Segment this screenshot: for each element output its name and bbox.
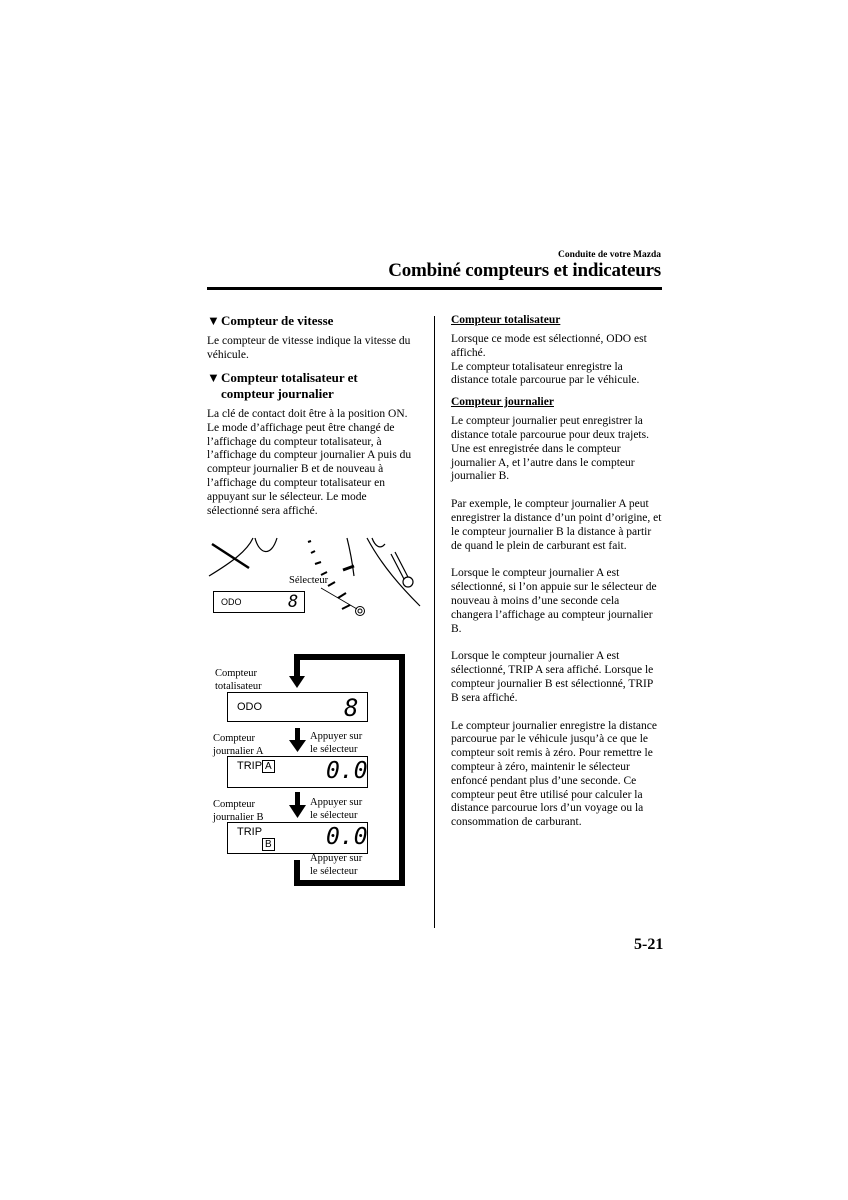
odometer-subheading: Compteur totalisateur <box>451 314 561 326</box>
right-column <box>451 313 663 830</box>
arrow-down-icon <box>289 676 305 688</box>
trip-a-letter: A <box>262 760 275 773</box>
trip-a-display <box>227 756 368 788</box>
press-selector-1 <box>310 731 362 756</box>
odo-caption-line2: totalisateur <box>215 680 262 692</box>
arrow-down-icon <box>289 740 306 752</box>
trip-b-caption <box>213 799 263 824</box>
trip-b-value: 0.0 <box>326 824 368 850</box>
trip-a-caption-line2: journalier A <box>213 745 264 757</box>
odo-caption-line1: Compteur <box>215 668 257 679</box>
odo-display <box>227 692 368 722</box>
trip-a-caption <box>213 733 263 758</box>
press-selector-3 <box>310 853 362 878</box>
arrow-down-icon <box>289 805 306 818</box>
trip-paragraph-1: Le compteur journalier peut enregistrer la distance totale parcourue pour deux trajets. Une est enregistrée dans le compteur journalier A, et l’autre dans le compteur journalier B. <box>451 415 649 483</box>
trip-paragraph-5: Le compteur journalier enregistre la distance parcourue par le véhicule jusqu’à ce que le compteur soit remis à zéro. Pour remettre le compteur à zéro, maintenir le sélecteur enfoncé pendant plus d’une seconde. Ce compteur peut être utilisé pour calculer la distance parcourue lors d’un voyage ou la consommation de carburant. <box>451 719 657 829</box>
speedometer-heading <box>207 313 333 329</box>
odometer-heading-line1: Compteur totalisateur et <box>221 370 358 385</box>
odo-caption <box>215 668 262 693</box>
odometer-desc-2: Le compteur totalisateur enregistre la distance totale parcourue par le véhicule. <box>451 360 640 387</box>
column-divider <box>434 316 435 928</box>
trip-b-caption-line2: journalier B <box>213 811 264 823</box>
trip-a-caption-line1: Compteur <box>213 733 255 744</box>
speedometer-heading-text: Compteur de vitesse <box>221 313 334 328</box>
trip-b-letter: B <box>262 838 275 851</box>
odometer-desc-1: Lorsque ce mode est sélectionné, ODO est affiché. <box>451 333 647 359</box>
press-selector-2 <box>310 797 362 822</box>
trip-b-caption-line1: Compteur <box>213 799 255 810</box>
odometer-text: La clé de contact doit être à la position ON. Le mode d’affichage peut être changé de l’affichage du compteur totalisateur, à l’affichage du compteur journalier A puis du compteur journalier B et de nouveau à l’affichage du compteur totalisateur en appuyant sur le sélecteur. Le mode sélectionné sera affiché. <box>207 408 412 517</box>
press-line2: le sélecteur <box>310 743 358 755</box>
odometer-heading-line2: compteur journalier <box>221 386 334 401</box>
press-line1: Appuyer sur <box>310 853 363 864</box>
press-line2: le sélecteur <box>310 865 358 877</box>
odo-label: ODO <box>237 701 263 713</box>
trip-a-label: TRIP <box>237 760 263 772</box>
odo-display-small <box>213 591 305 613</box>
odo-value-small: 8 <box>288 592 299 612</box>
selector-label: Sélecteur <box>289 575 329 586</box>
header-rule <box>207 287 662 290</box>
odo-value: 8 <box>344 694 359 722</box>
odo-label-small: ODO <box>221 597 242 607</box>
trip-paragraph-4: Lorsque le compteur journalier A est sélectionné, TRIP A sera affiché. Lorsque le compteur journalier B est sélectionné, TRIP B sera affiché. <box>451 650 654 704</box>
speedometer-text: Le compteur de vitesse indique la vitesse du véhicule. <box>207 335 411 361</box>
press-line2: le sélecteur <box>310 809 358 821</box>
page-number: 5-21 <box>634 936 664 953</box>
trip-subheading: Compteur journalier <box>451 396 554 409</box>
trip-paragraph-2: Par exemple, le compteur journalier A peut enregistrer la distance d’un point d’origine, et le compteur journalier B la distance à partir de quand le plein de carburant est fait. <box>451 498 662 552</box>
press-line1: Appuyer sur <box>310 797 363 808</box>
trip-paragraph-3: Lorsque le compteur journalier A est sélectionné, si l’on appuie sur le sélecteur de nouveau à moins d’une seconde cela changera l’affichage au compteur journalier B. <box>451 567 657 635</box>
trip-a-value: 0.0 <box>326 758 368 784</box>
trip-b-label: TRIP <box>237 826 263 838</box>
odometer-heading <box>207 370 358 402</box>
page-title: Combiné compteurs et indicateurs <box>388 260 661 281</box>
trip-b-display <box>227 822 368 854</box>
triangle-marker-icon: ▼ <box>207 370 220 385</box>
section-header: Conduite de votre Mazda <box>558 250 661 260</box>
triangle-marker-icon: ▼ <box>207 313 220 328</box>
press-line1: Appuyer sur <box>310 731 363 742</box>
